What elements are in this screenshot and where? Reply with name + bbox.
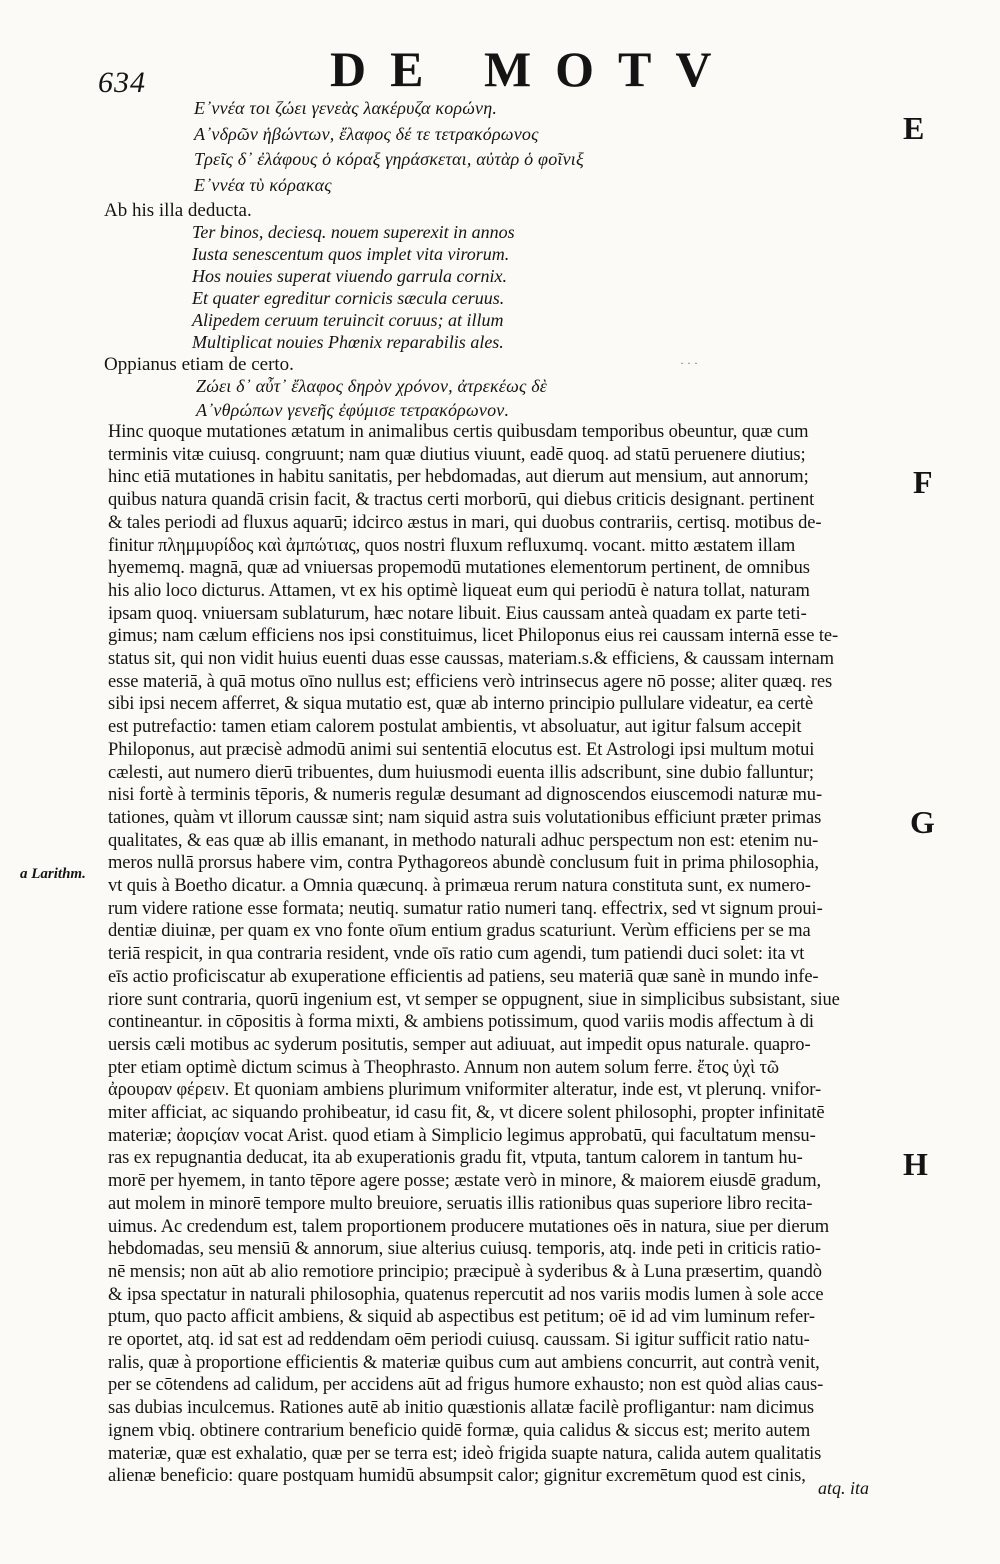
body-text-line: gimus; nam cælum efficiens nos ipsi constituimus, licet Philoponus eius rei caussam internā esse te- (108, 626, 839, 647)
margin-letter-g: G (910, 804, 935, 840)
body-text-line: alienæ beneficio: quare postquam humidū absumpsit calor; gignitur excremētum quod est cinis, (108, 1466, 806, 1487)
running-title: DE MOTV (330, 41, 736, 97)
body-text-line: & ipsa spectatur in naturali philosophia, quatenus repercutit ad nos variis modis lumen à sole acce (108, 1284, 824, 1305)
body-text-line: terminis vitæ cuiusq. congruunt; nam quæ diutius viuunt, eadē quoq. ad statū peruenere diutius; (108, 444, 806, 465)
latin-verse-line: Alipedem ceruum teruincit coruus; at illum (192, 310, 504, 330)
body-text-line: hyememq. magnā, quæ ad vniuersas propemodū mutationes elementorum pertinent, de omnibus (108, 558, 810, 579)
body-text-line: his alio loco dicturus. Attamen, vt ex his optimè liqueat eum qui periodū è natura tollat, naturam (108, 580, 810, 601)
body-text-line: nisi fortè à terminis tēporis, & numeris regulæ desumant ad dignoscendos eiuscemodi naturæ mu- (108, 785, 823, 806)
body-text-line: miter afficiat, ac siquando prohibeatur, id casu fit, &, vt dicere solent philosophi, propter infinitatē (108, 1103, 825, 1123)
body-text-line: rum videre ratione esse formata; neutiq. sumatur ratio numeri tanq. effectrix, sed vt signum proui- (108, 898, 823, 919)
body-text-line: materiæ; ἀοριςίαν vocat Arist. quod etiam à Simplicio legimus approbatū, qui facultatum mensu- (108, 1125, 816, 1146)
body-text-line: Hinc quoque mutationes ætatum in animalibus certis quibusdam temporibus obeuntur, quæ cum (108, 422, 809, 442)
body-text-line: & tales periodi ad fluxus aquarū; idcirco æstus in mari, qui duobus contrariis, certisq. motibus de- (108, 512, 822, 533)
body-text-line: materiæ, quæ est exhalatio, quæ per se terra est; ideò frigida suapte natura, calida autem qualitatis (108, 1443, 822, 1464)
catchword: atq. ita (818, 1478, 870, 1498)
body-text-line: ignem vbiq. obtinere contrarium beneficio quidē formæ, quia calidus & siccus est; merito autem (108, 1420, 811, 1441)
body-text-line: meros nullā prorsus habere vim, contra Pythagoreos abundè conclusum fuit in prima philosophia, (108, 853, 819, 874)
greek-verse-line: Τρεῖς δ᾽ ἐλάφους ὁ κόραξ γηράσκεται, αὐτὰρ ὁ φοῖνιξ (194, 149, 584, 169)
body-text-line: aut molem in minorē tempore multo breuiore, seruatis illis rationibus quas superiore libro recita- (108, 1193, 813, 1214)
body-text-line: uimus. Ac credendum est, talem proportionem producere mutationes oēs in natura, siue per dierum (108, 1216, 830, 1237)
latin-verse-line: Ter binos, deciesq. nouem superexit in annos (192, 222, 515, 242)
body-text-line: ras ex repugnantia deducat, ita ab exuperationis gradu fit, vtputa, tantum calorem in tantum hu- (108, 1148, 803, 1169)
greek-verse-line: Ζώει δ᾽ αὖτ᾽ ἔλαφος δηρὸν χρόνον, ἀτρεκέως δὲ (196, 376, 548, 396)
intro-line-1: Ab his illa deducta. (104, 200, 252, 221)
body-text-line: per se cōtendens ad calidum, per accidens aūt ad frigus humore exhausto; non est quòd alias caus- (108, 1375, 824, 1396)
body-text-line: status sit, qui non vidit huius euenti duas esse caussas, materiam.s.& efficiens, & caussam internam (108, 649, 834, 669)
body-text-line: dentiæ diuinæ, per quam ex vno fonte oīum entium gradus scaturiunt. Verùm efficiens per se ma (108, 921, 811, 942)
body-text-line: est putrefactio: tamen etiam calorem postulat ambientis, vt absoluatur, aut igitur falsum accepit (108, 717, 802, 738)
latin-verse-line: Multiplicat nouies Phœnix reparabilis ales. (192, 332, 504, 352)
body-text-line: ptum, quo pacto afficit ambiens, & siquid ab aspectibus est petitum; oē id ad vim luminum refer- (108, 1307, 815, 1328)
body-text-line: cælesti, aut numero dierū tribuentes, dum huiusmodi euenta illis adscribunt, sine dubio falluntur; (108, 762, 814, 783)
body-text-line: ἀρουραν φέρειν. Et quoniam ambiens plurimum vniformiter alteratur, inde est, vt plerunq. vnifor- (108, 1080, 822, 1101)
greek-verse-line: Ε᾽ννέα τοι ζώει γενεὰς λακέρυζα κορώνη. (194, 98, 498, 118)
page-speck: · · · (680, 356, 698, 370)
body-text-line: qualitates, & eas quæ ab illis emanant, in methodo naturali adhuc perspectum non est: etenim nu- (108, 830, 819, 851)
body-text-line: hebdomadas, seu mensiū & annorum, siue alterius cuiusq. temporis, atq. inde peti in criticis ratio- (108, 1239, 821, 1260)
body-text-line: finitur πλημμυρίδος καὶ ἀμπώτιας, quos nostri fluxum refluxumq. vocant. mitto æstatem illam (108, 535, 796, 556)
body-text-line: nē mensis; non aūt ab alio remotiore principio; præcipuè à syderibus & à Luna præsertim, quandò (108, 1261, 822, 1282)
body-text-line: teriā respicit, in qua contraria resident, vnde oīs ratio cum agendi, tum patiendi duci solet: ita vt (108, 944, 805, 965)
body-text-line: sibi ipsi necem afferret, & siqua mutatio est, quæ ab interno principio pullulare videatur, ea certè (108, 694, 814, 715)
margin-letter-h: H (903, 1146, 928, 1182)
body-text-line: ipsam quoq. vniuersam sublaturum, hæc notare libuit. Eius caussam anteà quadam ex parte teti- (108, 603, 807, 624)
latin-verse-line: Iusta senescentum quos implet vita virorum. (192, 244, 510, 264)
body-text-line: contineantur. in cōpositis à forma mixti, & ambiens potissimum, quod variis modis affectum à di (108, 1012, 814, 1033)
body-text-line: ralis, quæ à proportione efficientis & materiæ quibus cum aut ambiens concurrit, aut contrà venit, (108, 1352, 820, 1373)
body-text-line: sas dubias inculcemus. Rationes autē ab initio quæstionis allatæ facilè profligantur: nam dicimus (108, 1398, 815, 1419)
body-text-line: quibus natura quandā crisin facit, & tractus certi morborū, qui diebus criticis designant. pertinent (108, 490, 815, 511)
greek-verse-line: Α᾽νθρώπων γενεῆς ἐφύμισε τετρακόρωνον. (196, 400, 510, 420)
body-text-line: eīs actio proficiscatur ab exuperatione efficientis ad patiens, seu materiā quæ sanè in mundo infe- (108, 966, 819, 987)
body-text-line: re oportet, atq. id sat est ad reddendam oēm periodi cuiusq. caussam. Si igitur sufficit ratio natu- (108, 1330, 810, 1350)
margin-letter-e: E (903, 110, 925, 146)
greek-verse-line: Α᾽νδρῶν ἡβώντων, ἔλαφος δέ τε τετρακόρωνος (194, 123, 539, 144)
body-text-line: hinc etiā mutationes in habitu sanitatis, per hebdomadas, aut dierum aut mensium, aut annorum; (108, 467, 809, 488)
body-text-line: riore sunt contraria, quorū ingenium est, vt semper se oppugnent, siue in simplicibus subsistant, siue (108, 989, 840, 1010)
body-text-line: morē per hyemem, in tanto tēpore agere posse; æstate verò in minore, & maiorem eiusdē gradum, (108, 1171, 822, 1192)
body-text-line: tationes, quàm vt illorum caussæ sint; nam siquid astra suis volutationibus efficiunt præter primas (108, 807, 822, 828)
body-text-line: pter etiam optimè dictum scimus à Theophrasto. Annum non autem solum ferre. ἔτος ὑχὶ τῶ (108, 1057, 779, 1078)
body-text-line: esse materiā, à quā motus oīno nullus est; efficiens verò intrinsecus agere nō posse; aliter quæq. res (108, 671, 833, 692)
intro-line-2: Oppianus etiam de certo. (104, 354, 294, 375)
margin-note: a Larithm. (20, 866, 86, 882)
latin-verse-line: Et quater egreditur cornicis sæcula ceruus. (192, 288, 505, 308)
page-number: 634 (98, 66, 146, 99)
margin-letter-f: F (913, 464, 933, 500)
greek-verse-line: Ε᾽ννέα τὺ κόρακας (194, 174, 332, 195)
latin-verse-line: Hos nouies superat viuendo garrula cornix. (192, 266, 507, 286)
body-text-line: uersis cæli motibus ac syderum positutis, semper aut adiuuat, aut impedit opus naturale. quapro- (108, 1034, 811, 1055)
body-text-line: Philoponus, aut præcisè admodū animi sui sententiā elocutus est. Et Astrologi ipsi multum motui (108, 739, 815, 760)
body-text-line: vt quis à Boetho dicatur. a Omnia quæcunq. à primæua rerum natura constituta sunt, ex numero- (108, 876, 811, 896)
